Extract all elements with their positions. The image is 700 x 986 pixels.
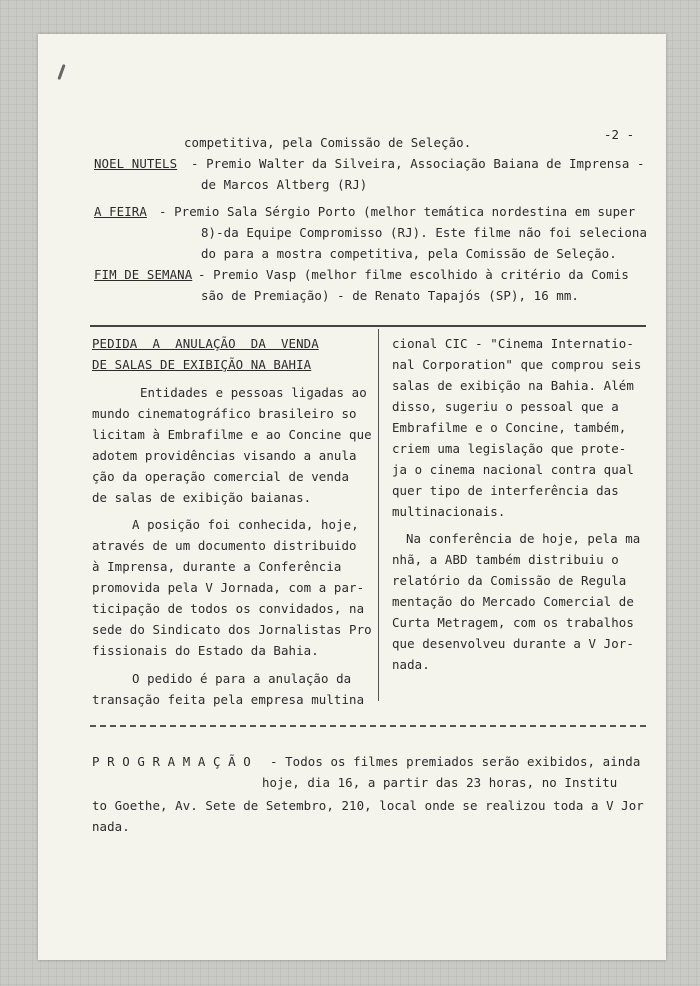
award-line: - Premio Walter da Silveira, Associação Baiana de Imprensa - bbox=[191, 156, 645, 171]
page-number: -2 - bbox=[604, 127, 635, 142]
article-right-line: disso, sugeriu o pessoal que a bbox=[392, 399, 619, 414]
article-left-line: Entidades e pessoas ligadas ao bbox=[140, 385, 367, 400]
award-line: competitiva, pela Comissão de Seleção. bbox=[184, 135, 472, 150]
article-headline-line: DE SALAS DE EXIBIÇÃO NA BAHIA bbox=[92, 357, 312, 372]
article-left-line: adotem providências visando a anula bbox=[92, 448, 357, 463]
article-right-line: relatório da Comissão de Regula bbox=[392, 573, 627, 588]
article-right-line: ja o cinema nacional contra qual bbox=[392, 462, 634, 477]
award-line: do para a mostra competitiva, pela Comissão de Seleção. bbox=[201, 246, 617, 261]
programacao-line: hoje, dia 16, a partir das 23 horas, no Institu bbox=[262, 775, 618, 790]
article-left-line: através de um documento distribuido bbox=[92, 538, 357, 553]
article-left-line: de salas de exibição baianas. bbox=[92, 490, 312, 505]
article-left-line: sede do Sindicato dos Jornalistas Pro bbox=[92, 622, 372, 637]
award-title-noel-nutels: NOEL NUTELS bbox=[94, 156, 178, 171]
programacao-title: P R O G R A M A Ç Ã O bbox=[92, 754, 251, 769]
article-left-line: A posição foi conhecida, hoje, bbox=[132, 517, 359, 532]
article-right-line: multinacionais. bbox=[392, 504, 506, 519]
award-line: 8)-da Equipe Compromisso (RJ). Este filme não foi seleciona bbox=[201, 225, 648, 240]
programacao-line: nada. bbox=[92, 819, 130, 834]
article-right-line: nal Corporation" que comprou seis bbox=[392, 357, 642, 372]
article-right-line: Na conferência de hoje, pela ma bbox=[406, 531, 641, 546]
article-left-line: O pedido é para a anulação da bbox=[132, 671, 352, 686]
article-right-line: criem uma legislação que prote- bbox=[392, 441, 627, 456]
programacao-line: to Goethe, Av. Sete de Setembro, 210, local onde se realizou toda a V Jor bbox=[92, 798, 644, 813]
article-right-line: mentação do Mercado Comercial de bbox=[392, 594, 634, 609]
article-right-line: nada. bbox=[392, 657, 430, 672]
article-right-line: salas de exibição na Bahia. Além bbox=[392, 378, 634, 393]
award-title-fim-de-semana: FIM DE SEMANA bbox=[94, 267, 193, 282]
award-line: de Marcos Altberg (RJ) bbox=[201, 177, 368, 192]
article-left-line: ção da operação comercial de venda bbox=[92, 469, 350, 484]
article-left-line: licitam à Embrafilme e ao Concine que bbox=[92, 427, 372, 442]
article-left-line: à Imprensa, durante a Conferência bbox=[92, 559, 342, 574]
column-divider bbox=[378, 329, 379, 701]
award-line: são de Premiação) - de Renato Tapajós (SP), 16 mm. bbox=[201, 288, 579, 303]
article-headline-line: PEDIDA A ANULAÇÃO DA VENDA bbox=[92, 336, 319, 351]
award-title-a-feira: A FEIRA bbox=[94, 204, 147, 219]
document-page bbox=[38, 34, 666, 960]
article-right-line: que desenvolveu durante a V Jor- bbox=[392, 636, 634, 651]
award-line: - Premio Vasp (melhor filme escolhido à critério da Comis bbox=[198, 267, 629, 282]
article-left-line: transação feita pela empresa multina bbox=[92, 692, 365, 707]
section-divider bbox=[90, 325, 646, 327]
article-right-line: quer tipo de interferência das bbox=[392, 483, 619, 498]
article-right-line: Embrafilme e o Concine, também, bbox=[392, 420, 627, 435]
article-right-line: nhã, a ABD também distribuiu o bbox=[392, 552, 619, 567]
article-right-line: cional CIC - "Cinema Internatio- bbox=[392, 336, 634, 351]
article-right-line: Curta Metragem, com os trabalhos bbox=[392, 615, 634, 630]
article-left-line: fissionais do Estado da Bahia. bbox=[92, 643, 319, 658]
section-divider bbox=[90, 725, 646, 727]
article-left-line: mundo cinematográfico brasileiro so bbox=[92, 406, 357, 421]
article-left-line: ticipação de todos os convidados, na bbox=[92, 601, 365, 616]
pen-mark bbox=[57, 64, 65, 80]
article-left-line: promovida pela V Jornada, com a par- bbox=[92, 580, 365, 595]
award-line: - Premio Sala Sérgio Porto (melhor temática nordestina em super bbox=[159, 204, 636, 219]
programacao-line: - Todos os filmes premiados serão exibidos, ainda bbox=[270, 754, 641, 769]
